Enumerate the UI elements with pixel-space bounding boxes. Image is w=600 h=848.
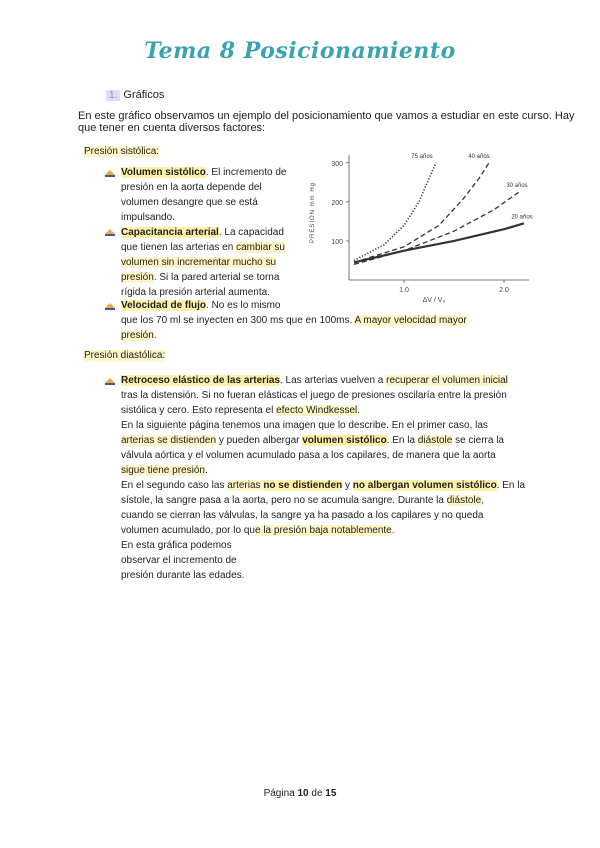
series-label: 20 años: [511, 214, 533, 221]
series-label: 75 años: [411, 153, 433, 160]
pressure-volume-chart: [305, 150, 535, 305]
y-tick-label: 300: [331, 160, 343, 168]
bullet-icon: [104, 169, 116, 178]
bullet-capacitancia-arterial: Capacitancia arterial. La capacidad que tienen las arterias en cambiar su volumen sin incrementar mucho su presión. Si la pared arterial se torna rígida la presión arterial aumenta.: [121, 227, 285, 298]
page-title: Tema 8 Posicionamiento: [144, 38, 456, 64]
page-footer: Página 10 de 15: [263, 788, 337, 799]
x-tick-label: 1.0: [399, 287, 409, 294]
series-label: 40 años: [468, 153, 490, 160]
series-label: 30 años: [506, 183, 528, 190]
bullet-velocidad-flujo: Velocidad de flujo. No es lo mismo que los 70 ml se inyecten en 300 ms que en 100ms. A mayor velocidad mayor presión.: [121, 300, 467, 341]
section-number: 1.: [106, 90, 120, 101]
series-line-3: [354, 223, 524, 262]
section-label: Gráficos: [123, 89, 165, 101]
y-tick-label: 200: [331, 199, 343, 207]
bullet-icon: [104, 377, 116, 386]
bullet-icon: [104, 228, 116, 237]
bullet-icon: [104, 302, 116, 311]
series-line-2: [354, 192, 519, 264]
x-tick-label: 2.0: [499, 287, 509, 294]
bullet-volumen-sistolico: Volumen sistólico. El incremento de presión en la aorta depende del volumen desangre que se está impulsando.: [121, 167, 287, 223]
x-axis-label: ΔV / V₀: [422, 297, 446, 304]
sistolica-heading: Presión sistólica:: [84, 146, 160, 157]
y-tick-label: 100: [331, 238, 343, 246]
chart-axes: [346, 155, 529, 283]
diastolica-heading: Presión diastólica:: [84, 350, 166, 361]
intro-paragraph: En este gráfico observamos un ejemplo del posicionamiento que vamos a estudiar en este curso. Hay que tener en cuenta diversos factores:: [78, 110, 575, 134]
section-heading: [106, 89, 164, 101]
y-axis-label: PRESION mm Hg: [310, 181, 316, 244]
diastolica-paragraph: Retroceso elástico de las arterias. Las arterias vuelven a recuperar el volumen inicial tras la distensión. Si no fueran elásticas el juego de presiones oscilaría entre la presión sistólica y cero. Esto representa el efecto Windkessel. En la siguiente página tenemos una imagen que lo describe. En el primer caso, las arterias se distienden y pueden albergar volumen sistólico. En la diástole se cierra la válvula aórtica y el volumen acumulado pasa a los capilares, de manera que la aorta sigue tiene presión. En el segundo caso las arterias no se distienden y no albergan volumen sistólico. En la sístole, la sangre pasa a la aorta, pero no se acumula sangre. Durante la diástole, cuando se cierran las válvulas, la sangre ya ha pasado a los capilares y no queda volumen acumulado, por lo que la presión baja notablemente. En esta gráfica podemos observar el incremento de presión durante las edades.: [121, 375, 526, 581]
